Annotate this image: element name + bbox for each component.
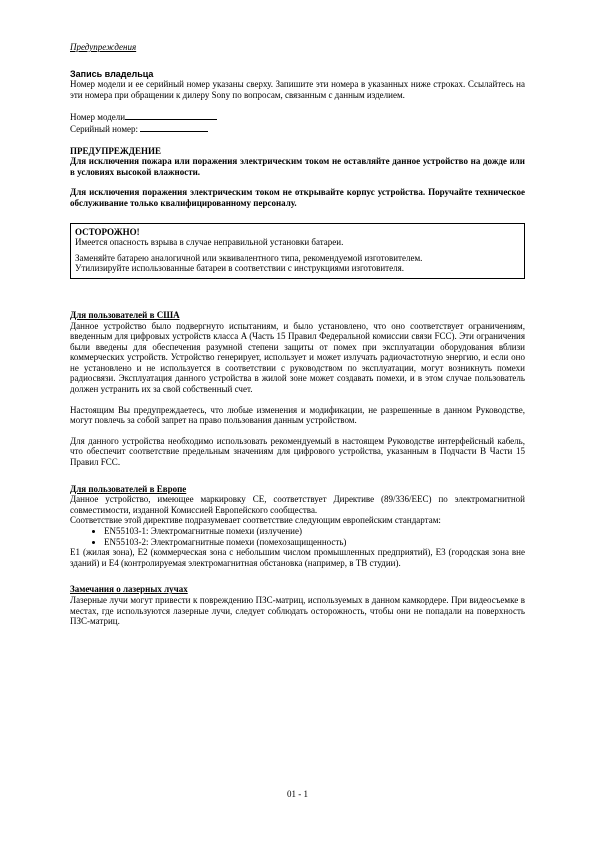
caution-line-3: Утилизируйте использованные батареи в соответствии с инструкциями изготовителя. — [75, 263, 404, 274]
warning-paragraph-1: Для исключения пожара или поражения электрическим током не оставляйте данное устройство на дожде или в условиях высокой влажности. — [70, 156, 525, 177]
caution-box — [70, 223, 525, 279]
europe-paragraph-2: Соответствие этой директиве подразумевает соответствие следующим европейским стандартам: — [70, 515, 441, 526]
model-number-label: Номер модели — [70, 112, 126, 123]
owner-record-title: Запись владельца — [70, 68, 154, 79]
owner-record-text: Номер модели и ее серийный номер указаны сверху. Запишите эти номера в указанных ниже строках. Ссылайтесь на эти номера при обращении к дилеру Sony по вопросам, связанным с данным изделием. — [70, 79, 525, 100]
page-number: 01 - 1 — [287, 789, 308, 799]
warning-section — [70, 146, 525, 209]
usa-paragraph-3: Для данного устройства необходимо использовать рекомендуемый в настоящем Руководстве интерфейсный кабель, что обеспечит соответствие предельным значениям для цифрового устройства, указанным в Подчасти В Части 15 Правил FCC. — [70, 435, 525, 468]
usa-paragraph-2: Настоящим Вы предупреждаетесь, что любые изменения и модификации, не разрешенные в данном Руководстве, могут повлечь за собой запрет на право пользования данным устройством. — [70, 404, 525, 426]
laser-paragraph: Лазерные лучи могут привести к повреждению ПЗС-матриц, используемых в данном камкордере. При видеосъемке в местах, где используются лазерные лучи, следует соблюдать осторожность, чтобы они не попадали на поверхность ПЗС-матриц. — [70, 594, 525, 627]
caution-line-1: Имеется опасность взрыва в случае неправильной установки батареи. — [75, 237, 344, 248]
caution-title: ОСТОРОЖНО! — [75, 226, 140, 237]
caution-line-2: Заменяйте батарею аналогичной или эквивалентного типа, рекомендуемой изготовителем. — [75, 252, 423, 263]
europe-paragraph-3: E1 (жилая зона), E2 (коммерческая зона с небольшим числом промышленных предприятий), E3 (городская зона вне зданий) и E4 (контролируемая электромагнитная обстановка (например, в ТВ студии). — [70, 547, 525, 568]
usa-title: Для пользователей в США — [70, 309, 180, 320]
europe-standard-item: • EN55103-2: Электромагнитные помехи (помехозащищенность) — [104, 537, 525, 548]
europe-title: Для пользователей в Европе — [70, 483, 187, 494]
usa-section — [70, 310, 525, 468]
europe-standard-item: • EN55103-1: Электромагнитные помехи (излучение) — [104, 526, 525, 537]
laser-section — [70, 584, 525, 626]
owner-record-section — [70, 69, 525, 135]
model-number-blank — [125, 111, 217, 120]
europe-standards-list — [70, 526, 525, 547]
laser-title: Замечания о лазерных лучах — [70, 584, 188, 595]
usa-paragraph-1: Данное устройство было подвергнуто испытаниям, и было установлено, что оно соответствует ограничениям, введенным для цифровых устройств класса A (Часть 15 Правил Федеральной комиссии связи FCC). Эти ограничения были введены для обеспечения разумной степени защиты от помех при эксплуатации оборудования вблизи коммерческих устройств. Устройство генерирует, использует и может излучать радиочастотную энергию, и если оно не установлено и не используется в соответствии с руководством по эксплуатации, могут возникнуть помехи радиосвязи. Эксплуатация данного устройства в жилой зоне может создавать помехи, и в этом случае пользователь должен устранить их за свой собственный счет. — [70, 320, 525, 395]
serial-number-label: Серийный номер: — [70, 123, 139, 134]
europe-section — [70, 484, 525, 569]
running-header: Предупреждения — [70, 42, 137, 52]
europe-paragraph-1: Данное устройство, имеющее маркировку CE, соответствует Директиве (89/336/EEC) по электромагнитной совместимости, изданной Комиссией Европейского сообщества. — [70, 494, 525, 515]
serial-number-blank — [140, 123, 208, 132]
page-content — [70, 42, 525, 627]
serial-number-line — [70, 123, 525, 135]
warning-title: ПРЕДУПРЕЖДЕНИЕ — [70, 145, 162, 156]
model-number-line — [70, 111, 525, 123]
warning-paragraph-2: Для исключения поражения электрическим током не открывайте корпус устройства. Поручайте техническое обслуживание только квалифицированному персоналу. — [70, 187, 525, 208]
